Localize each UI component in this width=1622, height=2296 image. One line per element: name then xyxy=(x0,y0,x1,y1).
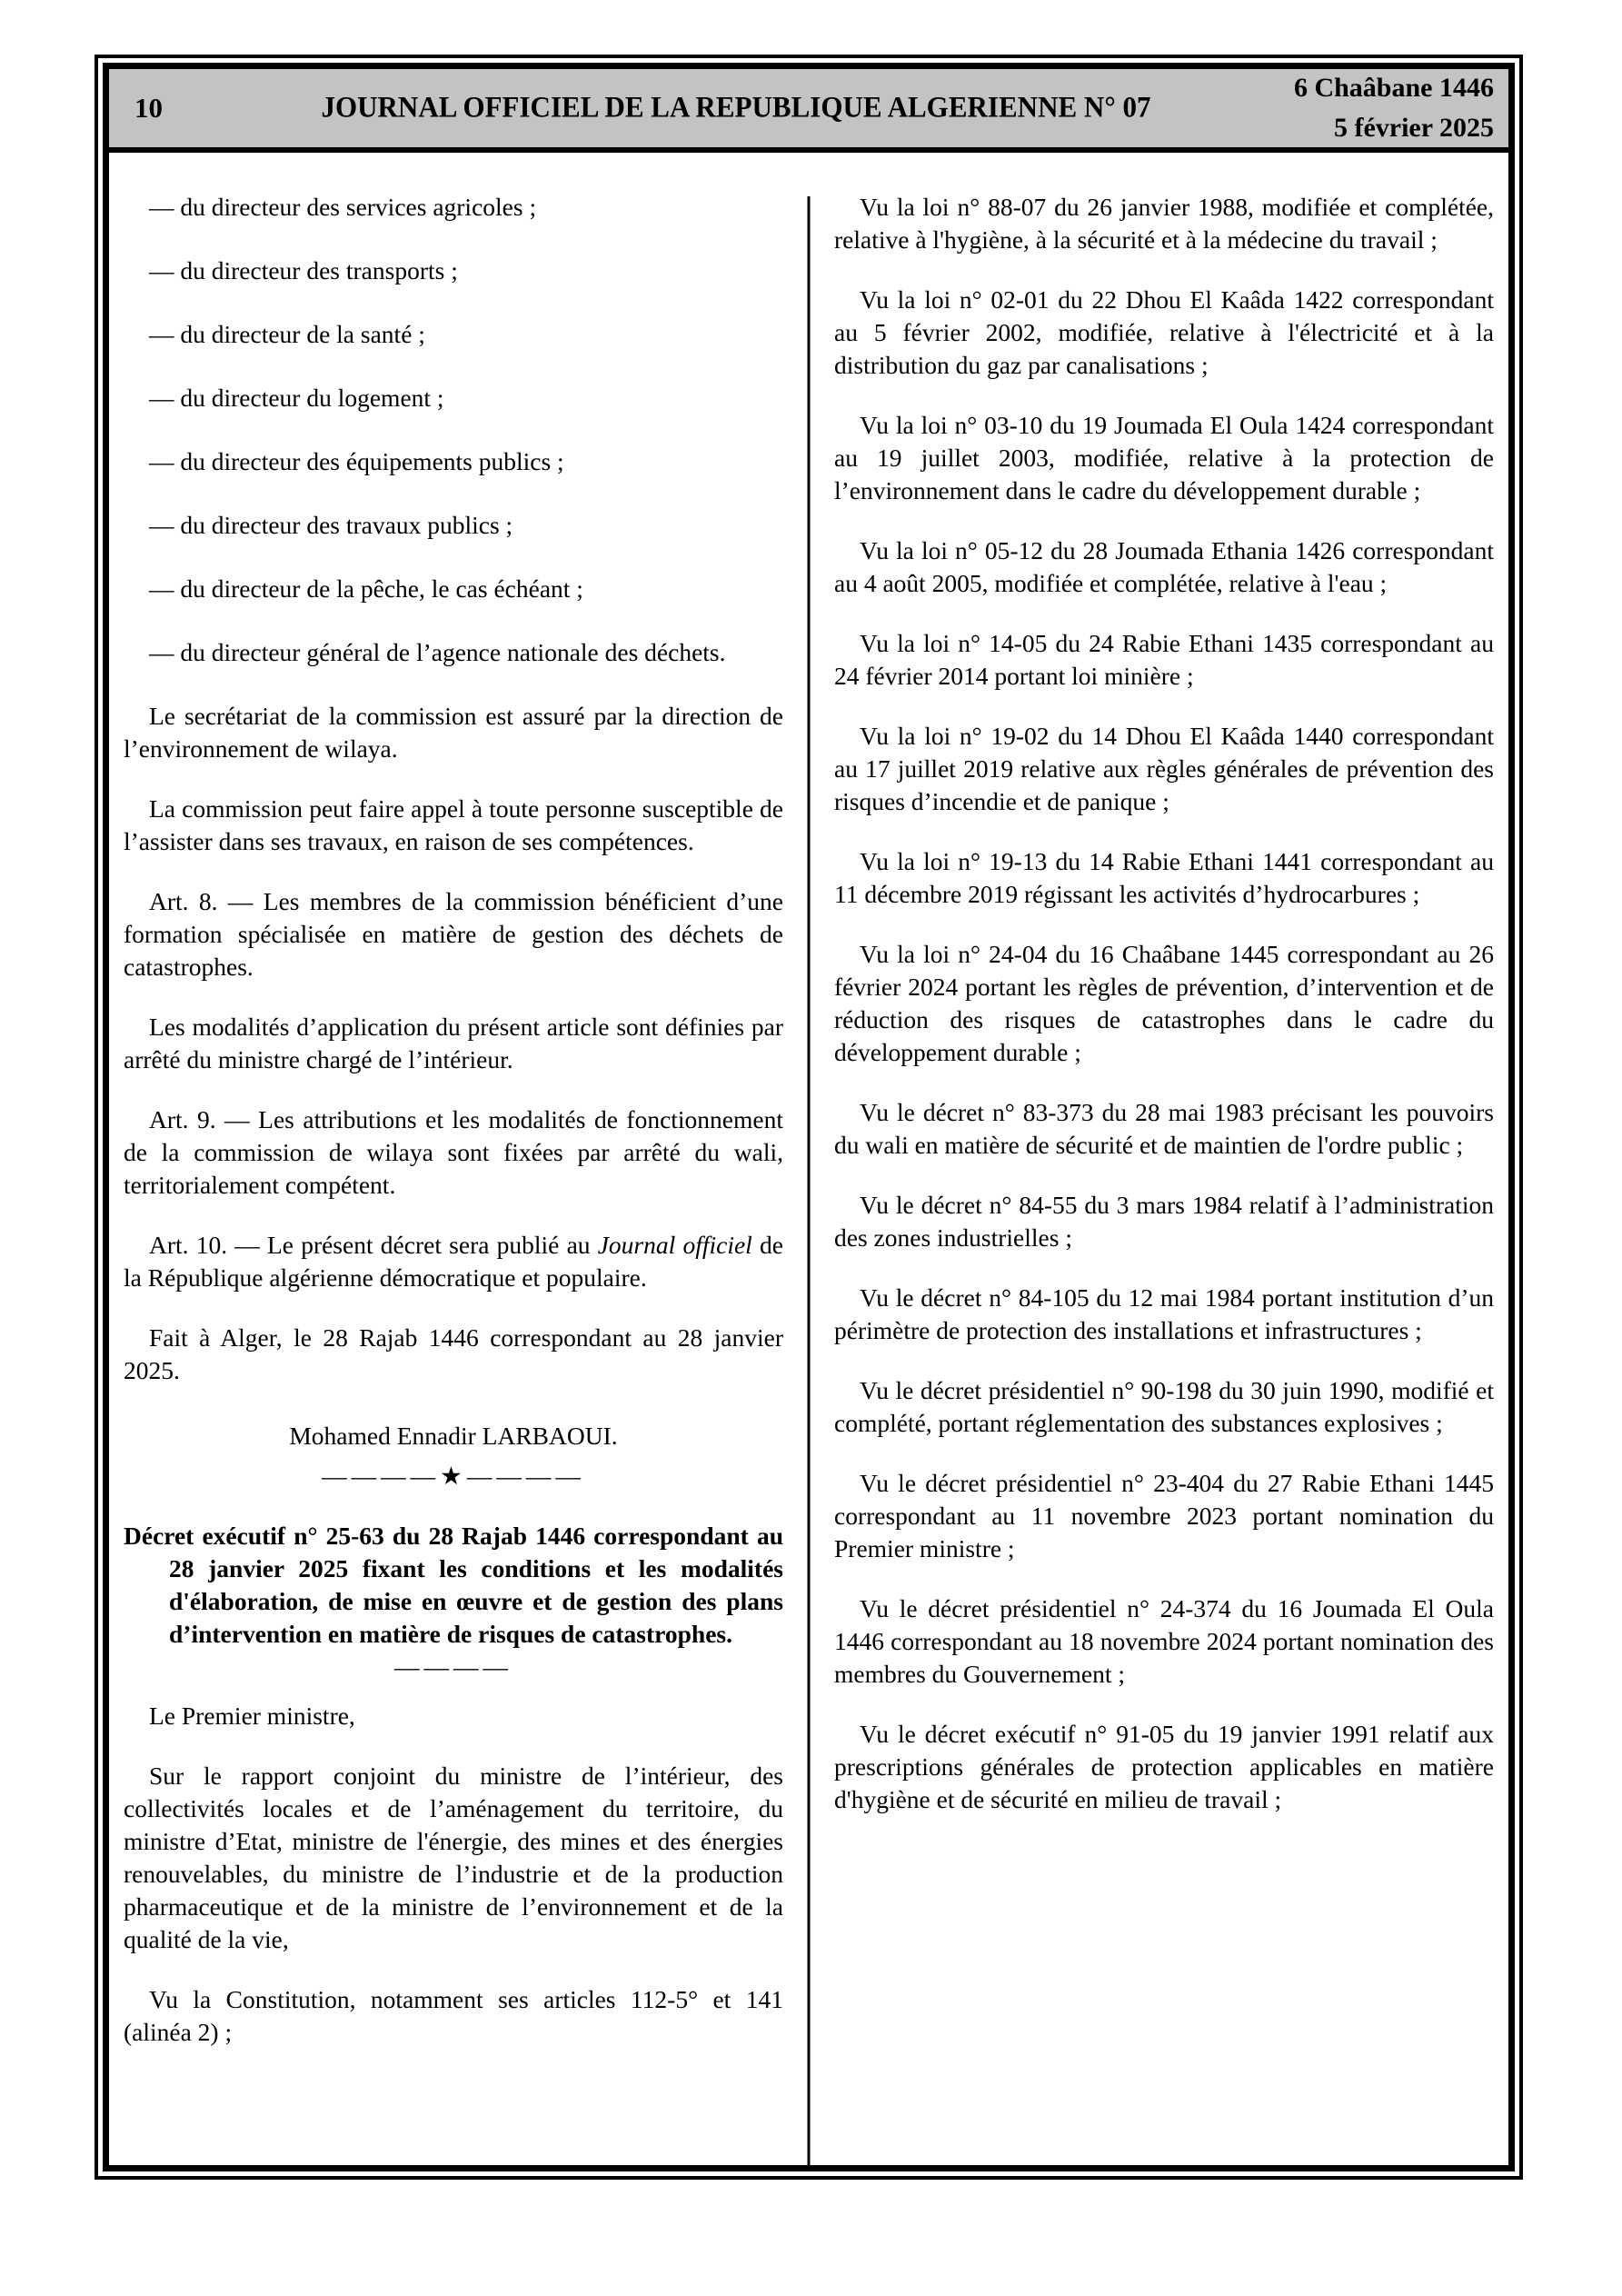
journal-title: JOURNAL OFFICIEL DE LA REPUBLIQUE ALGERIENNE N° 07 xyxy=(321,91,1151,125)
signature-name: Mohamed Ennadir LARBAOUI. xyxy=(289,1422,618,1450)
paragraph-fait-a-alger: Fait à Alger, le 28 Rajab 1446 correspondant au 28 janvier 2025. xyxy=(124,1323,783,1384)
paragraph-secretariat: Le secrétariat de la commission est assuré par la direction de l’environnement de wilaya. xyxy=(124,702,783,763)
vu-paragraph: Vu la loi n° 02-01 du 22 Dhou El Kaâda 1422 correspondant au 5 février 2002, modifiée, relative à l'électricité et à la distribution du gaz par canalisations ; xyxy=(834,285,1494,379)
page-frame xyxy=(95,55,1523,2180)
vu-paragraph: Vu le décret n° 83-373 du 28 mai 1983 précisant les pouvoirs du wali en matière de sécurité et de maintien de l'ordre public ; xyxy=(834,1098,1494,1159)
member-list-item: — du directeur du logement ; xyxy=(149,384,444,412)
date-hijri: 6 Chaâbane 1446 xyxy=(1293,73,1494,103)
art10-journal-officiel-italic: Journal officiel xyxy=(597,1231,752,1259)
member-list-item: — du directeur de la pêche, le cas échéant ; xyxy=(149,574,583,603)
member-list-item: — du directeur de la santé ; xyxy=(149,320,425,348)
column-divider xyxy=(808,196,811,2165)
vu-paragraph: Vu la loi n° 19-13 du 14 Rabie Ethani 1441 correspondant au 11 décembre 2019 régissant les activités d’hydrocarbures ; xyxy=(834,847,1494,908)
member-list-item: — du directeur des services agricoles ; xyxy=(149,193,537,221)
paragraph-premier-ministre: Le Premier ministre, xyxy=(149,1702,355,1730)
star-separator: ————★———— xyxy=(322,1462,585,1490)
paragraph-commission-appel: La commission peut faire appel à toute personne susceptible de l’assister dans ses travaux, en raison de ses compétences. xyxy=(124,794,783,855)
vu-paragraph: Vu la loi n° 05-12 du 28 Joumada Ethania 1426 correspondant au 4 août 2005, modifiée et complétée, relative à l'eau ; xyxy=(834,536,1494,597)
member-list-item: — du directeur des équipements publics ; xyxy=(149,447,564,475)
vu-paragraph: Vu le décret présidentiel n° 90-198 du 30 juin 1990, modifié et complété, portant réglementation des substances explosives ; xyxy=(834,1376,1494,1437)
page-number: 10 xyxy=(134,92,163,124)
page-header xyxy=(109,69,1508,153)
member-list-item: — du directeur des travaux publics ; xyxy=(149,511,513,539)
vu-paragraph: Vu la loi n° 19-02 du 14 Dhou El Kaâda 1440 correspondant au 17 juillet 2019 relative aux règles générales de prévention des risques d’incendie et de panique ; xyxy=(834,722,1494,815)
member-list-item: — du directeur des transports ; xyxy=(149,256,458,285)
header-dates xyxy=(1294,68,1494,148)
paragraph-modalites: Les modalités d’application du présent article sont définies par arrêté du ministre chargé de l’intérieur. xyxy=(124,1013,783,1073)
vu-paragraph: Vu le décret présidentiel n° 24-374 du 16 Joumada El Oula 1446 correspondant au 18 novembre 2024 portant nomination des membres du Gouvernement ; xyxy=(834,1594,1494,1688)
art10-text: Art. 10. — Le présent décret sera publié au xyxy=(149,1231,598,1259)
paragraph-art9: Art. 9. — Les attributions et les modalités de fonctionnement de la commission de wilaya sont fixées par arrêté du wali, territorialement compétent. xyxy=(124,1105,783,1199)
vu-paragraph: Vu la loi n° 14-05 du 24 Rabie Ethani 1435 correspondant au 24 février 2014 portant loi minière ; xyxy=(834,629,1494,690)
page-frame-inner xyxy=(103,63,1515,2171)
right-column xyxy=(834,191,1494,2165)
dash-separator: ———— xyxy=(394,1652,512,1681)
paragraph-constitution: Vu la Constitution, notamment ses articles 112-5° et 141 (alinéa 2) ; xyxy=(124,1985,783,2046)
member-list-item: — du directeur général de l’agence nationale des déchets. xyxy=(149,638,726,666)
vu-paragraph: Vu la loi n° 88-07 du 26 janvier 1988, modifiée et complétée, relative à l'hygiène, à la sécurité et à la médecine du travail ; xyxy=(834,193,1494,254)
vu-paragraph: Vu la loi n° 24-04 du 16 Chaâbane 1445 correspondant au 26 février 2024 portant les règles de prévention, d’intervention et de réduction des risques de catastrophes dans le cadre du développement durable ; xyxy=(834,940,1494,1066)
vu-paragraph: Vu la loi n° 03-10 du 19 Joumada El Oula 1424 correspondant au 19 juillet 2003, modifiée, relative à la protection de l’environnement dans le cadre du développement durable ; xyxy=(834,411,1494,504)
art10-text-suffix: de la République algérienne démocratique et populaire. xyxy=(124,1231,783,1292)
vu-paragraph: Vu le décret présidentiel n° 23-404 du 27 Rabie Ethani 1445 correspondant au 11 novembre 2023 portant nomination du Premier ministre ; xyxy=(834,1469,1494,1562)
page-body xyxy=(109,153,1508,2165)
date-gregorian: 5 février 2025 xyxy=(1333,113,1494,143)
vu-paragraph: Vu le décret exécutif n° 91-05 du 19 janvier 1991 relatif aux prescriptions générales de protection applicables en matière d'hygiène et de sécurité en milieu de travail ; xyxy=(834,1720,1494,1813)
left-column xyxy=(124,191,783,2165)
decree-heading: Décret exécutif n° 25-63 du 28 Rajab 1446 correspondant au 28 janvier 2025 fixant les conditions et les modalités d'élaboration, de mise en œuvre et de gestion des plans d’intervention en matière de risques de catastrophes. xyxy=(124,1522,783,1648)
paragraph-sur-rapport: Sur le rapport conjoint du ministre de l’intérieur, des collectivités locales et de l’aménagement du territoire, du ministre d’Etat, ministre de l'énergie, des mines et des énergies renouvelables, du ministre de l’industrie et de la production pharmaceutique et de la ministre de l’environnement et de la qualité de la vie, xyxy=(124,1762,783,1953)
vu-paragraph: Vu le décret n° 84-55 du 3 mars 1984 relatif à l’administration des zones industrielles ; xyxy=(834,1191,1494,1252)
paragraph-art10 xyxy=(124,1229,783,1294)
vu-paragraph: Vu le décret n° 84-105 du 12 mai 1984 portant institution d’un périmètre de protection des installations et infrastructures ; xyxy=(834,1283,1494,1344)
paragraph-art8: Art. 8. — Les membres de la commission bénéficient d’une formation spécialisée en matière de gestion des déchets de catastrophes. xyxy=(124,887,783,981)
